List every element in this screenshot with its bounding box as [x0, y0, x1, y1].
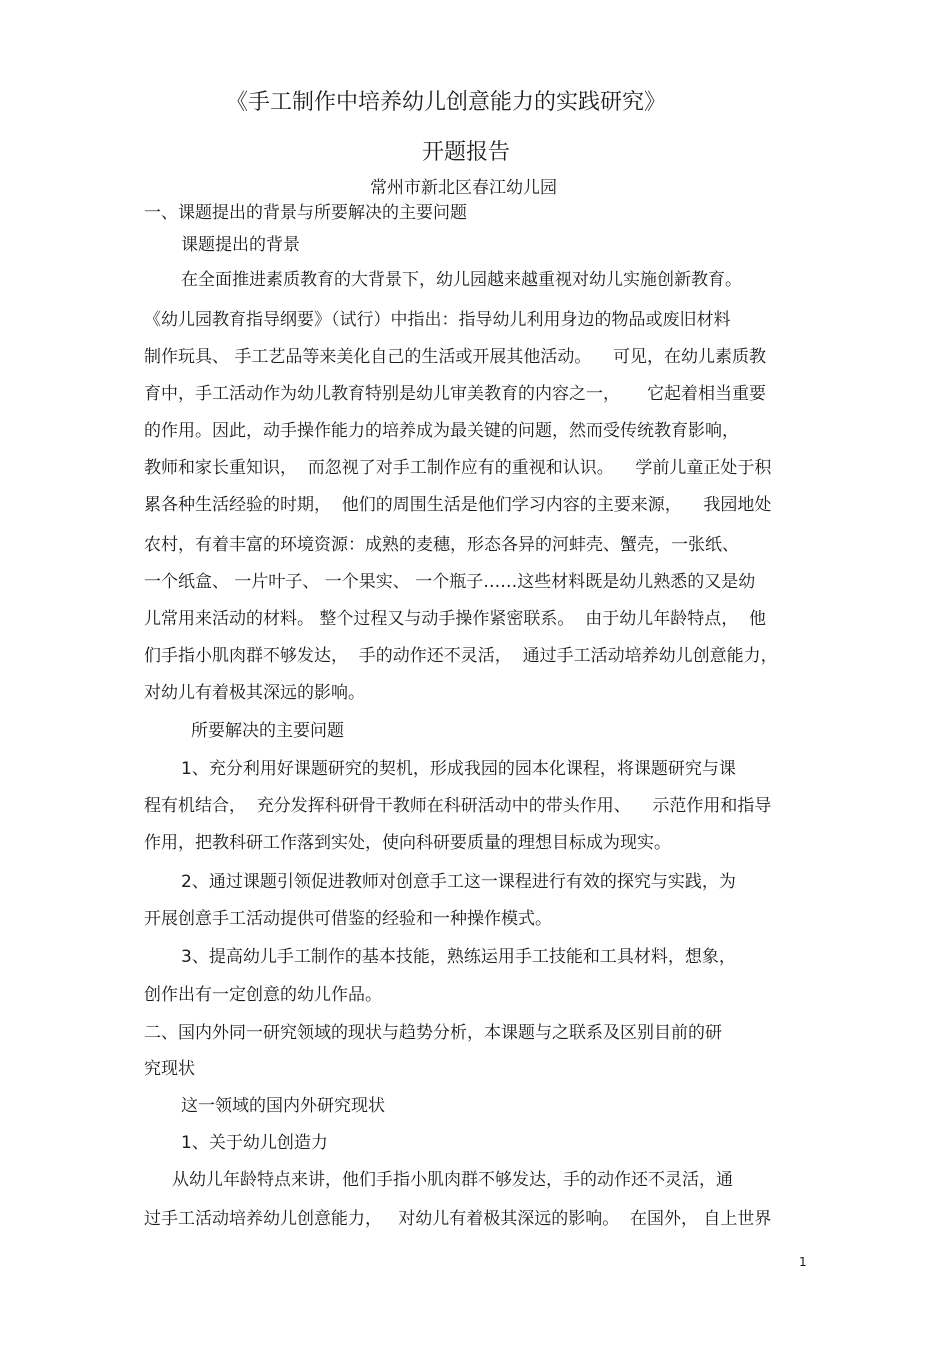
- paragraph-line: 2、通过课题引领促进教师对创意手工这一课程进行有效的探究与实践，为: [181, 872, 736, 892]
- page-number: 1: [799, 1255, 807, 1269]
- paragraph-line: 们手指小肌肉群不够发达， 手的动作还不灵活， 通过手工活动培养幼儿创意能力，: [144, 646, 778, 666]
- paragraph-line: 制作玩具、 手工艺品等来美化自己的生活或开展其他活动。 可见，在幼儿素质教: [144, 347, 767, 367]
- subheading-creativity: 1、关于幼儿创造力: [181, 1133, 328, 1153]
- section-heading-2: 二、国内外同一研究领域的现状与趋势分析，本课题与之联系及区别目前的研: [144, 1023, 722, 1043]
- paragraph-line: 育中，手工活动作为幼儿教育特别是幼儿审美教育的内容之一， 它起着相当重要: [144, 384, 767, 404]
- paragraph-line: 3、提高幼儿手工制作的基本技能，熟练运用手工技能和工具材料，想象，: [181, 947, 736, 967]
- paragraph-line: 从幼儿年龄特点来讲，他们手指小肌肉群不够发达，手的动作还不灵活，通: [172, 1170, 733, 1190]
- subheading-research-status: 这一领域的国内外研究现状: [181, 1096, 385, 1116]
- document-title: 《手工制作中培养幼儿创意能力的实践研究》: [226, 90, 667, 115]
- paragraph-line: 创作出有一定创意的幼儿作品。: [144, 985, 382, 1005]
- paragraph-line: 对幼儿有着极其深远的影响。: [144, 683, 365, 703]
- paragraph-line: 1、充分利用好课题研究的契机，形成我园的园本化课程，将课题研究与课: [181, 759, 736, 779]
- subheading-main-problems: 所要解决的主要问题: [191, 721, 344, 741]
- paragraph-line: 累各种生活经验的时期， 他们的周围生活是他们学习内容的主要来源， 我园地处: [144, 495, 772, 515]
- subheading-background: 课题提出的背景: [181, 235, 300, 255]
- paragraph-line: 在全面推进素质教育的大背景下，幼儿园越来越重视对幼儿实施创新教育。: [181, 270, 742, 290]
- paragraph-line: 过手工活动培养幼儿创意能力， 对幼儿有着极其深远的影响。 在国外， 自上世界: [144, 1209, 772, 1229]
- section-heading-2-cont: 究现状: [144, 1059, 195, 1079]
- paragraph-line: 一个纸盒、 一片叶子、 一个果实、 一个瓶子……这些材料既是幼儿熟悉的又是幼: [144, 572, 756, 592]
- paragraph-line: 《幼儿园教育指导纲要》（试行）中指出：指导幼儿利用身边的物品或废旧材料: [144, 310, 731, 330]
- paragraph-line: 开展创意手工活动提供可借鉴的经验和一种操作模式。: [144, 909, 552, 929]
- paragraph-line: 儿常用来活动的材料。 整个过程又与动手操作紧密联系。 由于幼儿年龄特点， 他: [144, 609, 767, 629]
- paragraph-line: 作用，把教科研工作落到实处，使向科研要质量的理想目标成为现实。: [144, 833, 671, 853]
- paragraph-line: 程有机结合， 充分发挥科研骨干教师在科研活动中的带头作用、 示范作用和指导: [144, 796, 772, 816]
- paragraph-line: 教师和家长重知识， 而忽视了对手工制作应有的重视和认识。 学前儿童正处于积: [144, 458, 772, 478]
- report-type-heading: 开题报告: [422, 140, 511, 165]
- school-name: 常州市新北区春江幼儿园: [370, 178, 557, 198]
- paragraph-line: 农村，有着丰富的环境资源：成熟的麦穗，形态各异的河蚌壳、蟹壳，一张纸、: [144, 535, 739, 555]
- paragraph-line: 的作用。因此，动手操作能力的培养成为最关键的问题，然而受传统教育影响，: [144, 421, 739, 441]
- section-heading-1: 一、课题提出的背景与所要解决的主要问题: [144, 203, 467, 223]
